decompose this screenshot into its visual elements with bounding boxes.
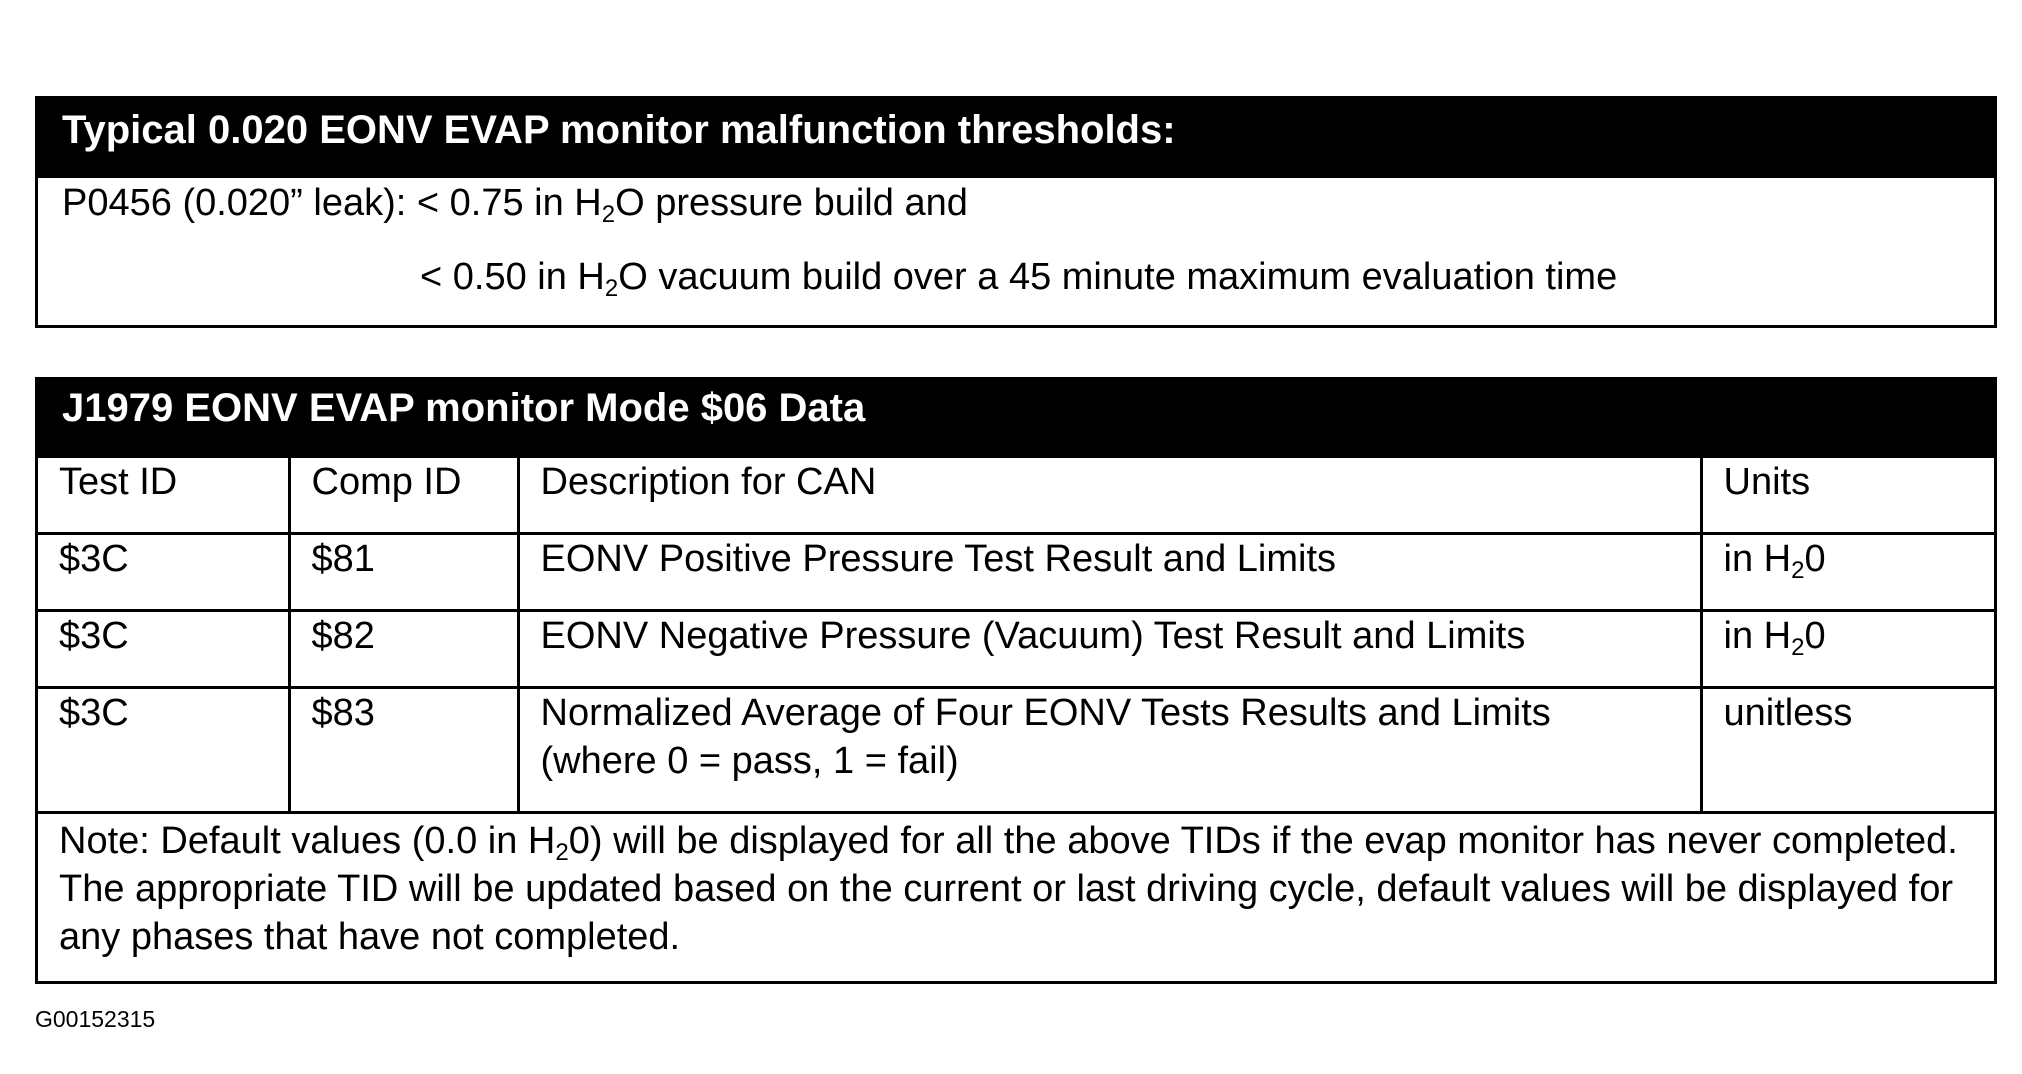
mode06-panel bbox=[35, 377, 1997, 984]
cell-units: in $H_20$ bbox=[1701, 610, 1994, 687]
cell-description: EONV Positive Pressure Test Result and Limits bbox=[518, 533, 1701, 610]
table-row bbox=[38, 687, 1994, 812]
mode06-table bbox=[38, 458, 1994, 814]
cell-units: unitless bbox=[1701, 687, 1994, 812]
thresholds-title: Typical 0.020 EONV EVAP monitor malfunction thresholds: bbox=[38, 99, 1994, 178]
table-header-row bbox=[38, 458, 1994, 533]
cell-comp-id: $82 bbox=[289, 610, 518, 687]
cell-comp-id: $81 bbox=[289, 533, 518, 610]
cell-description: Normalized Average of Four EONV Tests Results and Limits (where 0 = pass, 1 = fail) bbox=[518, 687, 1701, 812]
threshold-line-1: P0456 (0.020” leak): < 0.75 in $H_2O$ pressure build and bbox=[62, 182, 968, 228]
mode06-note: Note: Default values (0.0 in $H_20$) will be displayed for all the above TIDs if the evap monitor has never completed. The appropriate TID will be updated based on the current or last driving cycle, default values will be displayed for any phases that have not completed. bbox=[59, 819, 1958, 958]
header-description: Description for CAN bbox=[518, 458, 1701, 533]
table-row bbox=[38, 610, 1994, 687]
cell-test-id: $3C bbox=[38, 533, 289, 610]
header-units: Units bbox=[1701, 458, 1994, 533]
figure-id: G00152315 bbox=[35, 1006, 156, 1032]
table-row bbox=[38, 533, 1994, 610]
mode06-title: J1979 EONV EVAP monitor Mode $06 Data bbox=[38, 380, 1994, 458]
cell-comp-id: $83 bbox=[289, 687, 518, 812]
cell-units: in $H_20$ bbox=[1701, 533, 1994, 610]
threshold-line-2: < 0.50 in $H_2O$ vacuum build over a 45 minute maximum evaluation time bbox=[420, 256, 1618, 302]
header-test-id: Test ID bbox=[38, 458, 289, 533]
thresholds-panel bbox=[35, 96, 1997, 328]
cell-test-id: $3C bbox=[38, 687, 289, 812]
cell-test-id: $3C bbox=[38, 610, 289, 687]
header-comp-id: Comp ID bbox=[289, 458, 518, 533]
cell-description: EONV Negative Pressure (Vacuum) Test Result and Limits bbox=[518, 610, 1701, 687]
